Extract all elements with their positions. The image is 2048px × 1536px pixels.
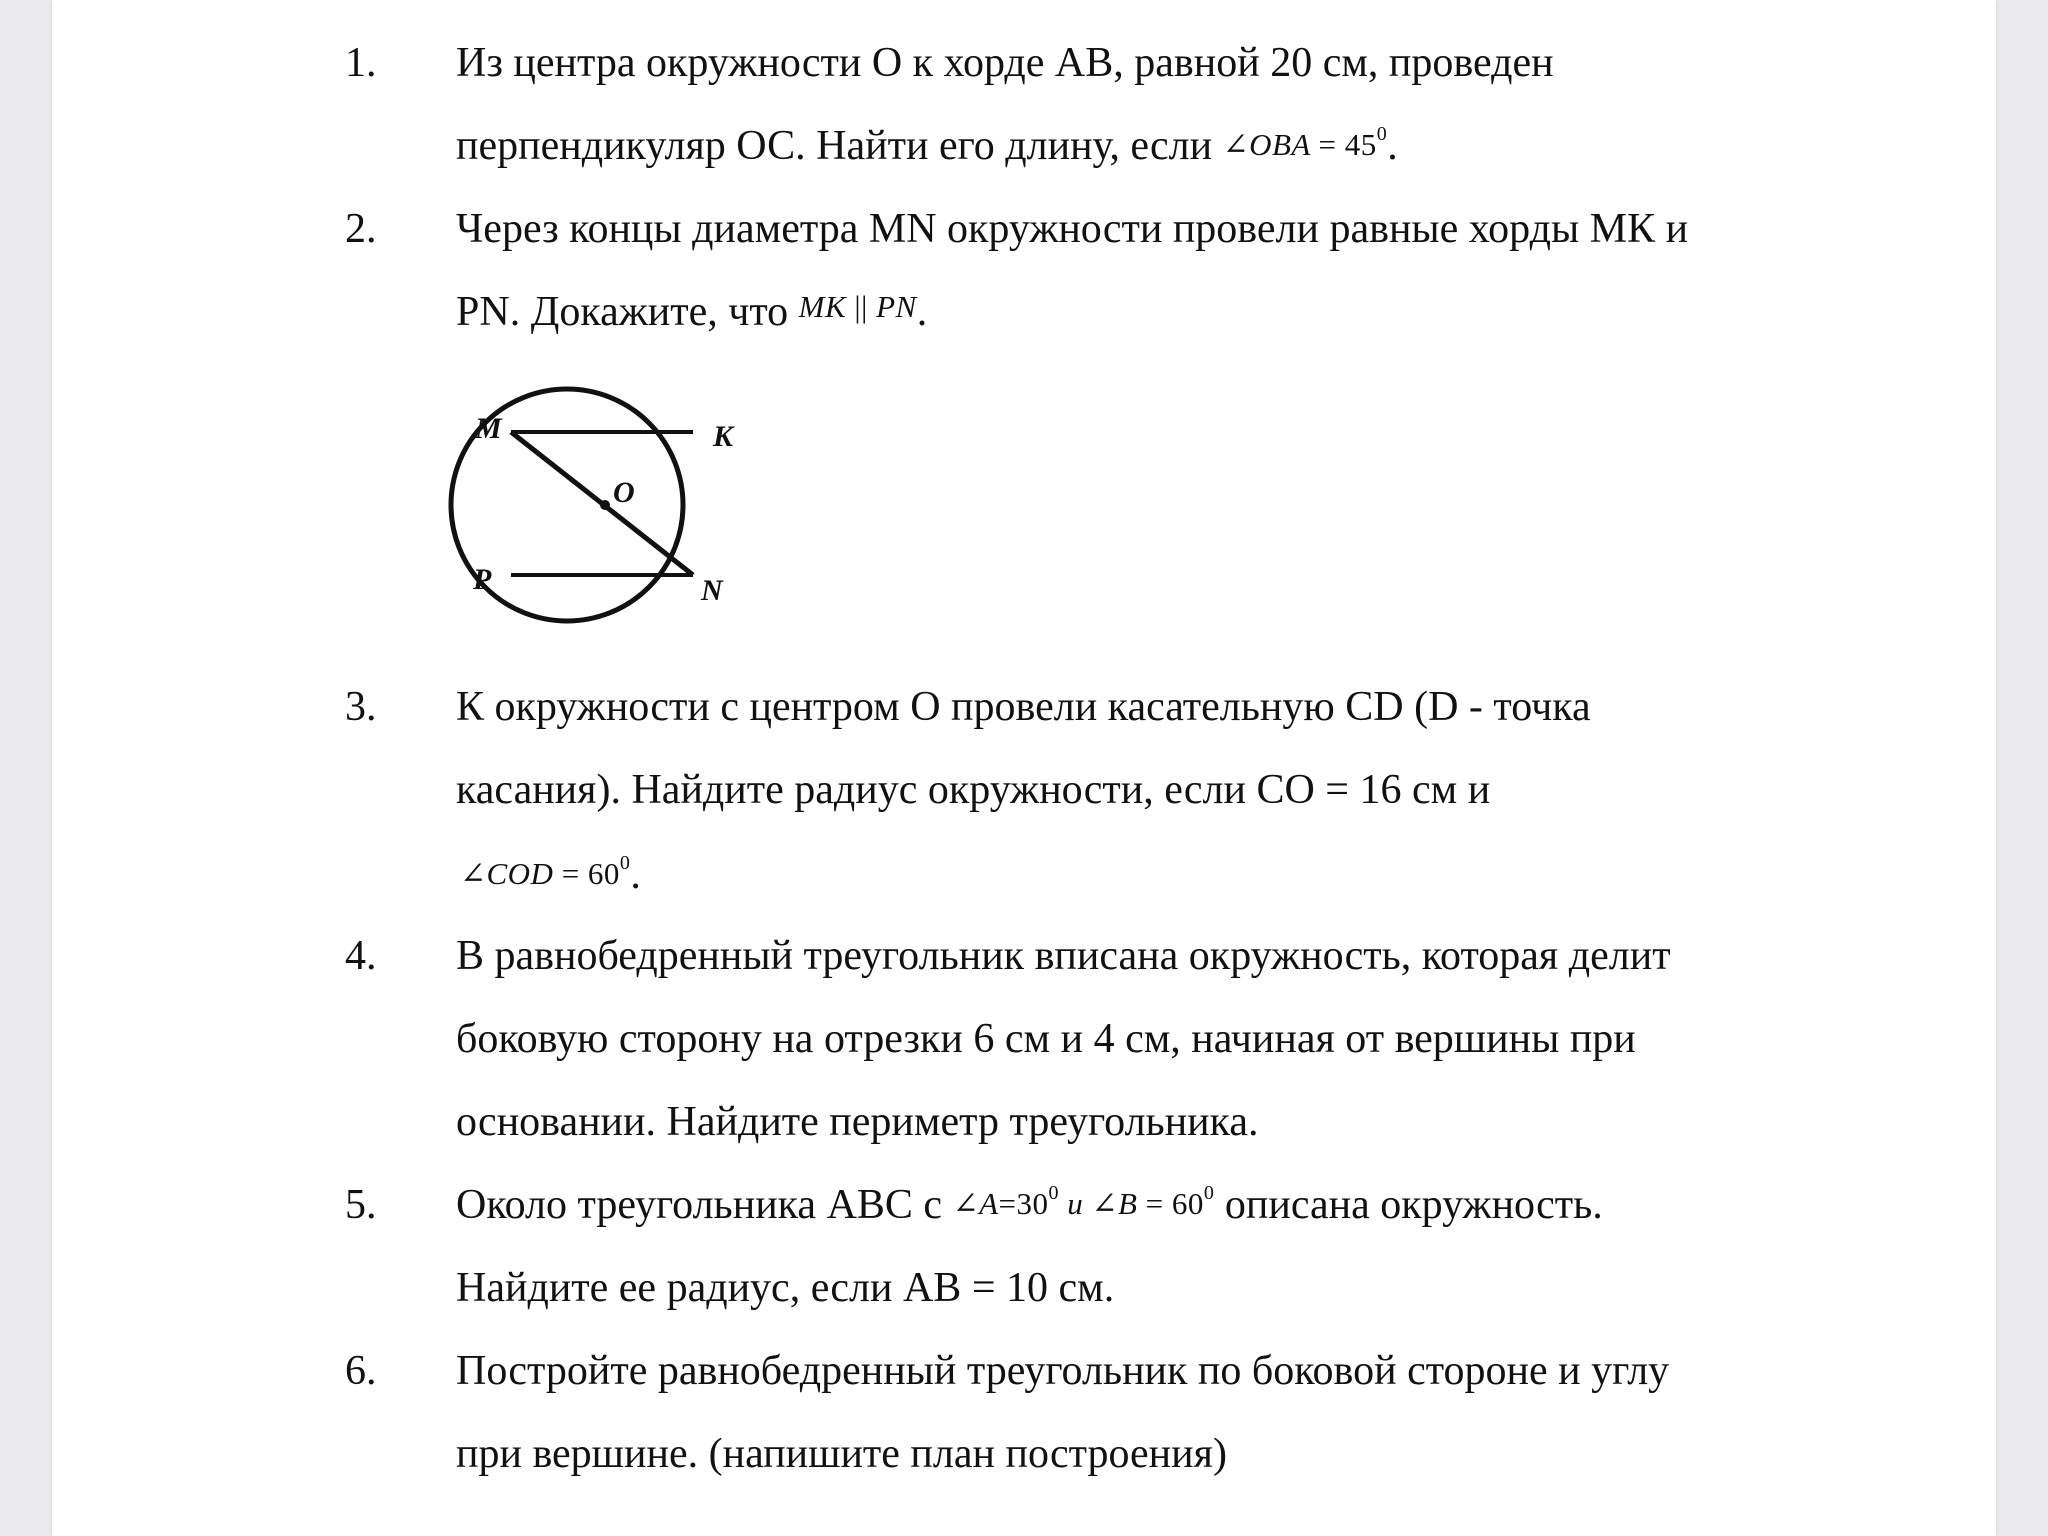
degree-superscript: 0 xyxy=(1376,122,1388,145)
problem-3-line-2: касания). Найдите радиус окружности, если СО = 16 см и xyxy=(456,767,1491,813)
problem-1-line-1: Из центра окружности О к хорде АВ, равной 20 см, проведен xyxy=(456,40,1554,86)
equals-sign: = xyxy=(561,856,580,891)
label-o: O xyxy=(613,476,635,509)
problem-3-number: 3. xyxy=(345,684,377,730)
degree-b-superscript: 0 xyxy=(1203,1181,1215,1204)
problem-6-line-2: при вершине. (напишите план построения) xyxy=(456,1431,1227,1477)
problem-5-line-1 xyxy=(456,1181,1603,1228)
problem-2-period: . xyxy=(916,289,928,335)
angle-a-name: A xyxy=(979,1186,999,1221)
problem-3-period: . xyxy=(630,852,641,898)
label-p: P xyxy=(473,563,492,596)
equals-sign: = xyxy=(1318,127,1337,162)
problem-5-line-1-text: Около треугольника АВС с xyxy=(456,1182,943,1228)
problem-3-math xyxy=(460,851,631,891)
problem-2-line-1: Через концы диаметра MN окружности провели равные хорды МК и xyxy=(456,206,1689,252)
document-page xyxy=(52,0,1996,1536)
angle-value: 45 xyxy=(1344,127,1377,162)
problem-2-math xyxy=(799,289,917,324)
problem-6-line-1: Постройте равнобедренный треугольник по боковой стороне и углу xyxy=(456,1348,1670,1394)
problem-5-number: 5. xyxy=(345,1182,377,1228)
problem-6-number: 6. xyxy=(345,1348,377,1394)
problem-4-line-1: В равнобедренный треугольник вписана окружность, которая делит xyxy=(456,933,1671,979)
problem-1-number: 1. xyxy=(345,40,377,86)
degree-a-superscript: 0 xyxy=(1048,1181,1059,1204)
angle-a-symbol: ∠ xyxy=(952,1186,980,1221)
equals-sign-b: = xyxy=(1145,1186,1164,1221)
problem-2-line-2 xyxy=(456,291,927,333)
conjunction: и xyxy=(1067,1186,1084,1221)
problem-1-line-2 xyxy=(456,122,1398,169)
label-m: M xyxy=(475,412,502,445)
degree-superscript: 0 xyxy=(619,851,631,874)
problem-5-math xyxy=(952,1181,1215,1221)
label-k: K xyxy=(713,420,734,453)
problem-4-line-2: боковую сторону на отрезки 6 см и 4 см, начиная от вершины при xyxy=(456,1016,1636,1062)
center-point xyxy=(600,500,610,510)
angle-b-value: 60 xyxy=(1171,1186,1204,1221)
problem-4-number: 4. xyxy=(345,933,377,979)
problem-4-line-3: основании. Найдите периметр треугольника. xyxy=(456,1099,1259,1145)
angle-symbol: ∠ xyxy=(460,856,487,891)
angle-b-symbol: ∠ xyxy=(1091,1186,1118,1221)
problem-5-line-2: Найдите ее радиус, если АВ = 10 см. xyxy=(456,1265,1115,1311)
label-n: N xyxy=(701,574,723,607)
angle-b-name: B xyxy=(1117,1186,1138,1221)
angle-a-value: 30 xyxy=(1016,1186,1049,1221)
equals-sign-a: = xyxy=(998,1186,1017,1221)
circle-diagram xyxy=(447,372,767,632)
problem-2-number: 2. xyxy=(345,206,377,252)
parallel-symbol: || xyxy=(854,289,868,324)
problem-3-line-3 xyxy=(460,851,641,898)
chord-pn: PN xyxy=(876,289,917,324)
problem-1-line-2-text: перпендикуляр ОС. Найти его длину, если xyxy=(456,123,1213,169)
problem-2-line-2-text: PN. Докажите, что xyxy=(456,289,789,335)
angle-symbol: ∠ xyxy=(1222,127,1250,162)
problem-5-line-1-tail: описана окружность. xyxy=(1224,1182,1603,1228)
angle-name: OBA xyxy=(1249,127,1311,162)
angle-name: COD xyxy=(486,856,554,891)
angle-value: 60 xyxy=(587,856,620,891)
problem-1-period: . xyxy=(1387,123,1398,169)
chord-mk: MK xyxy=(798,289,847,324)
problem-3-line-1: К окружности с центром О провели касательную CD (D - точка xyxy=(456,684,1591,730)
problem-1-math xyxy=(1222,122,1388,162)
